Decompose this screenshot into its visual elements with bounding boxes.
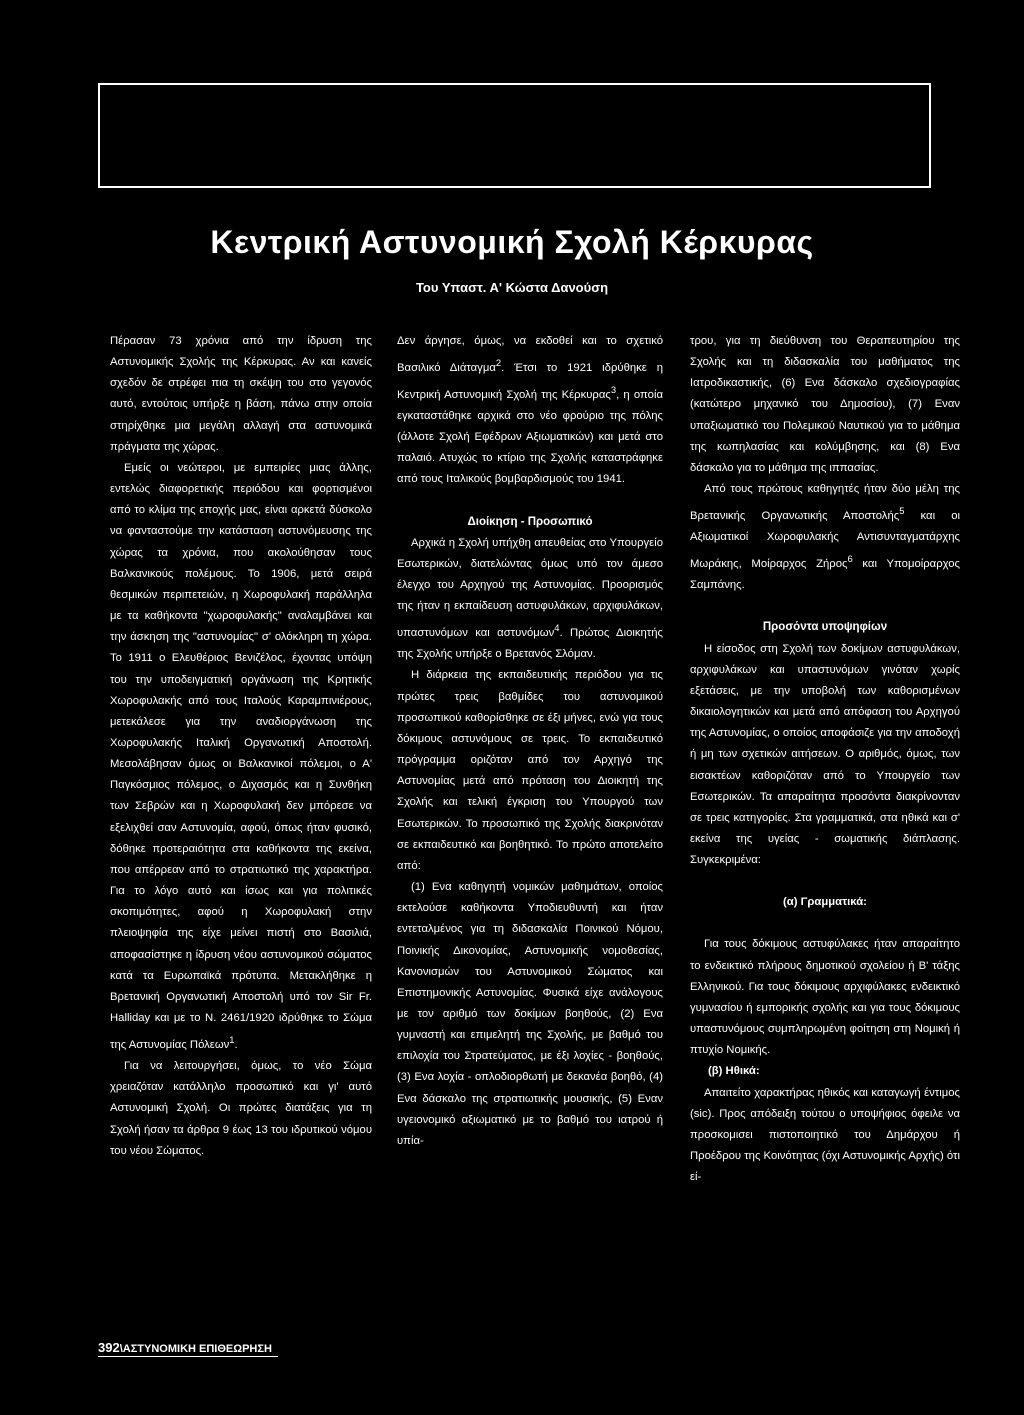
section-heading-candidates: Προσόντα υποψηφίων [762,621,888,634]
page-number: 392 [98,1340,120,1355]
section-heading-administration: Διοίκηση - Προσωπικό [467,515,593,528]
paragraph: Για να λειτουργήσει, όμως, το νέο Σώμα χρειαζόταν κατάλληλο προσωπικό και γι' αυτό Αστυνομική Σχολή. Οι πρώτες διατάξεις για τη Σχολή ήσαν τα άρθρα 9 έως 13 του ιδρυτικού νόμου του νέου Σώματος. [110,1060,372,1157]
journal-name: \ΑΣΤΥΝΟΜΙΚΗ ΕΠΙΘΕΩΡΗΣΗ [119,1343,272,1355]
paragraph: Πέρασαν 73 χρόνια από την ίδρυση της Αστυνομικής Σχολής της Κέρκυρας. Αν και κανείς σχεδόν δε στρέφει πια τη σκέψη του στο γεγονός αυτό, εντούτοις υπήρξε η βάση, πάνω στην οποία στηρίχθηκε μια μεγάλη αλλαγή στα αστυνομικά πράγματα της χώρας. [110,335,372,453]
footnote-ref: 5 [899,505,905,517]
paragraph: Η είσοδος στη Σχολή των δοκίμων αστυφυλάκων, αρχιφυλάκων και υπαστυνόμων γινόταν χωρίς εξετάσεις, με την υποβολή των καθορισμένων δικαιολογητικών και μετά από απόφαση του Αρχηγού της Αστυνομίας, ο οποίος αποφάσιζε για την αποδοχή ή μη των σχετικών αιτήσεων. Ο αριθμός, όμως, των εισακτέων καθοριζόταν από το Υπουργείο των Εσωτερικών. Τα απαραίτητα προσόντα διακρίνονταν σε τρεις κατηγορίες. Στα γραμματικά, στα ηθικά και σ' εκείνα της υγείας - σωματικής διάπλασης. Συγκεκριμένα: [690,642,960,867]
subheading-moral: (β) Ηθικά: [708,1065,760,1078]
image-frame [98,83,931,188]
paragraph: Απαιτείτο χαρακτήρας ηθικός και καταγωγή έντιμος (sic). Προς απόδειξη τούτου ο υποψήφιος όφειλε να προσκομισει πιστοποιητικό του Δημάρχου ή Προέδρου της Κοινότητας (όχι Αστυνομικής Αρχής) ότι εί- [690,1086,960,1184]
article-title: Κεντρική Αστυνομική Σχολή Κέρκυρας [210,224,814,260]
footnote-ref: 4 [554,622,560,634]
page-footer [98,1340,278,1357]
footnote-ref: 2 [495,357,502,369]
subheading-grammatical: (α) Γραμματικά: [783,896,867,909]
column-2 [397,331,663,1152]
article-byline: Του Υπαστ. Α' Κώστα Δανούση [415,280,609,295]
column-3 [690,331,960,1188]
paragraph: Εμείς οι νεώτεροι, με εμπειρίες μιας άλλης, εντελώς διαφορετικής περιόδου και φορτισμένοι από το κλίμα της εποχής μας, είναι αρκετά δύσκολο να φανταστούμε την κατάσταση αστυνόμευσης της χώρας τα χρόνια, που ακολούθησαν τους Βαλκανικούς πολέμους. Το 1906, μετά σειρά θεσμικών περιπετειών, η Χωροφυλακή παράλληλα με τα καθήκοντα "χωροφυλακής" αναλαμβάνει και την άσκηση της "αστυνομίας" σ' ολόκληρη τη χώρα. Το 1911 ο Ελευθέριος Βενιζέλος, έχοντας υπόψη του την υποδειγματική οργάνωση της Κρητικής Χωροφυλακής από τους Ιταλούς Καραμπινιέρους, μετεκάλεσε για την αναδιοργάνωση της Χωροφυλακής Ιταλική Οργανωτική Αποστολή. Μεσολάβησαν όμως οι Βαλκανικοί πόλεμοι, ο Α' Παγκόσμιος πόλεμος, ο Διχασμός και η Συνθήκη των Σεβρών και η Χωροφυλακή δεν μπόρεσε να εξελιχθεί σαν Αστυνομία, αφού, όπως ήταν φυσικό, δόθηκε προτεραιότητα στα καθήκοντα της εκείνα, που απέρρεαν από το στρατιωτικό της χαρακτήρα. Για το λόγο αυτό και ίσως και για πολιτικές σκοπιμότητες, αφού η Χωροφυλακή στην πλειοψηφία της είχε μείνει πιστή στο Βασιλιά, αποφασίστηκε η ίδρυση νέου αστυνομικού σώματος κατά τα Ευρωπαϊκά πρότυπα. Μετακλήθηκε η Βρετανική Οργανωτική Αποστολή υπό τον Sir Fr. Halliday και με το Ν. 2461/1920 ιδρύθηκε το Σώμα της Αστυνομίας Πόλεων$^1$. [110,461,372,1051]
paragraph: Δεν άργησε, όμως, να εκδοθεί και το σχετικό Βασιλικό Διάταγμα$^2$. Έτσι το 1921 ιδρύθηκε η Κεντρική Αστυνομική Σχολή της Κέρκυρας$^3$, η οποία εγκαταστάθηκε αρχικά στο νέο φρούριο της πόλης (άλλοτε Σχολή Εφέδρων Αξιωματικών) και μετά στο παλαιό. Ατυχώς το κτίριο της Σχολής καταστράφηκε από τους Ιταλικούς βομβαρδισμούς του 1941. [397,335,663,486]
paragraph: Από τους πρώτους καθηγητές ήταν δύο μέλη της Βρετανικής Οργανωτικής Αποστολής$^5$ και οι Αξιωματικοί Χωροφυλακής Αντισυνταγματάρχης Μωράκης, Μοίραρχος Ζήρος$^6$ και Υπομοίραρχος Σαμπάνης. [690,483,960,592]
paragraph: Για τους δόκιμους αστυφύλακες ήταν απαραίτητο το ενδεικτικό πλήρους δημοτικού σχολείου ή Β' τάξης Ελληνικού. Για τους δόκιμους αρχιφύλακες ενδεικτικό γυμνασίου ή εμπορικής σχολής και για τους δόκιμους υπαστυνόμους συμπληρωμένη φοίτηση στη Νομική ή πτυχίο Νομικής. [690,938,960,1057]
footnote-ref: 3 [610,384,617,396]
footnote-ref: 6 [847,553,853,565]
paragraph: τρου, για τη διεύθυνση του Θεραπευτηρίου της Σχολής και τη διδασκαλία του μαθήματος της Ιατροδικαστικής, (6) Ενα δάσκαλο σχεδιογραφίας (κατώτερο μηχανικό του Δημοσίου), (7) Εναν υπαξιωματικό του Πολεμικού Ναυτικού για το μάθημα της κωπηλασίας και κολύμβησης, και (8) Ενα δάσκαλο για το μάθημα της ιππασίας. [690,335,960,474]
paragraph: Η διάρκεια της εκπαιδευτικής περιόδου για τις πρώτες τρεις βαθμίδες του αστυνομικού προσωπικού καθορίσθηκε σε έξι μήνες, ενώ για τους δόκιμους αστυνόμους σε τρεις. Το εκπαιδευτικό πρόγραμμα οριζόταν από τον Αρχηγό της Αστυνομίας μετά από πρόταση του Διοικητή της Σχολής και τελική έγκριση του Υπουργού των Εσωτερικών. Το προσωπικό της Σχολής διακρινόταν σε εκπαιδευτικό και βοηθητικό. Το πρώτο αποτελείτο από: [397,669,663,872]
paragraph: (1) Ενα καθηγητή νομικών μαθημάτων, οποίος εκτελούσε καθήκοντα Υποδιευθυντή και ήταν εντεταλμένος για τη διδασκαλία Ποινικού Νόμου, Ποινικής Δικονομίας, Αστυνομικής νομοθεσίας, Κανονισμών του Αστυνομικού Σώματος και Επιστημονικής Αστυνομίας. Φυσικά είχε ανάλογους με τον αριθμό των δοκίμων βοηθούς, (2) Ενα γυμναστή και επιμελητή της Σχολής, με βαθμό του επιλοχία του Στρατεύματος, με έξι λοχίες - βοηθούς, (3) Ενα λοχία - οπλοδιορθωτή με δεκανέα βοηθό, (4) Ενα δάσκαλο της στρατιωτικής μουσικής, (5) Εναν υγειονομικό αξιωματικό με το βαθμό του ιατρού ή υπία- [397,881,663,1147]
footnote-ref: 1 [229,1034,235,1046]
column-1 [110,331,372,1162]
paragraph: Αρχικά η Σχολή υπήχθη απευθείας στο Υπουργείο Εσωτερικών, διατελώντας όμως υπό τον άμεσο έλεγχο του Αρχηγού της Αστυνομίας. Προορισμός της ήταν η εκπαίδευση αστυφυλάκων, αρχιφυλάκων, υπαστυνόμων και αστυνόμων$^4$. Πρώτος Διοικητής της Σχολής υπήρξε ο Βρετανός Σλόμαν. [397,536,663,661]
